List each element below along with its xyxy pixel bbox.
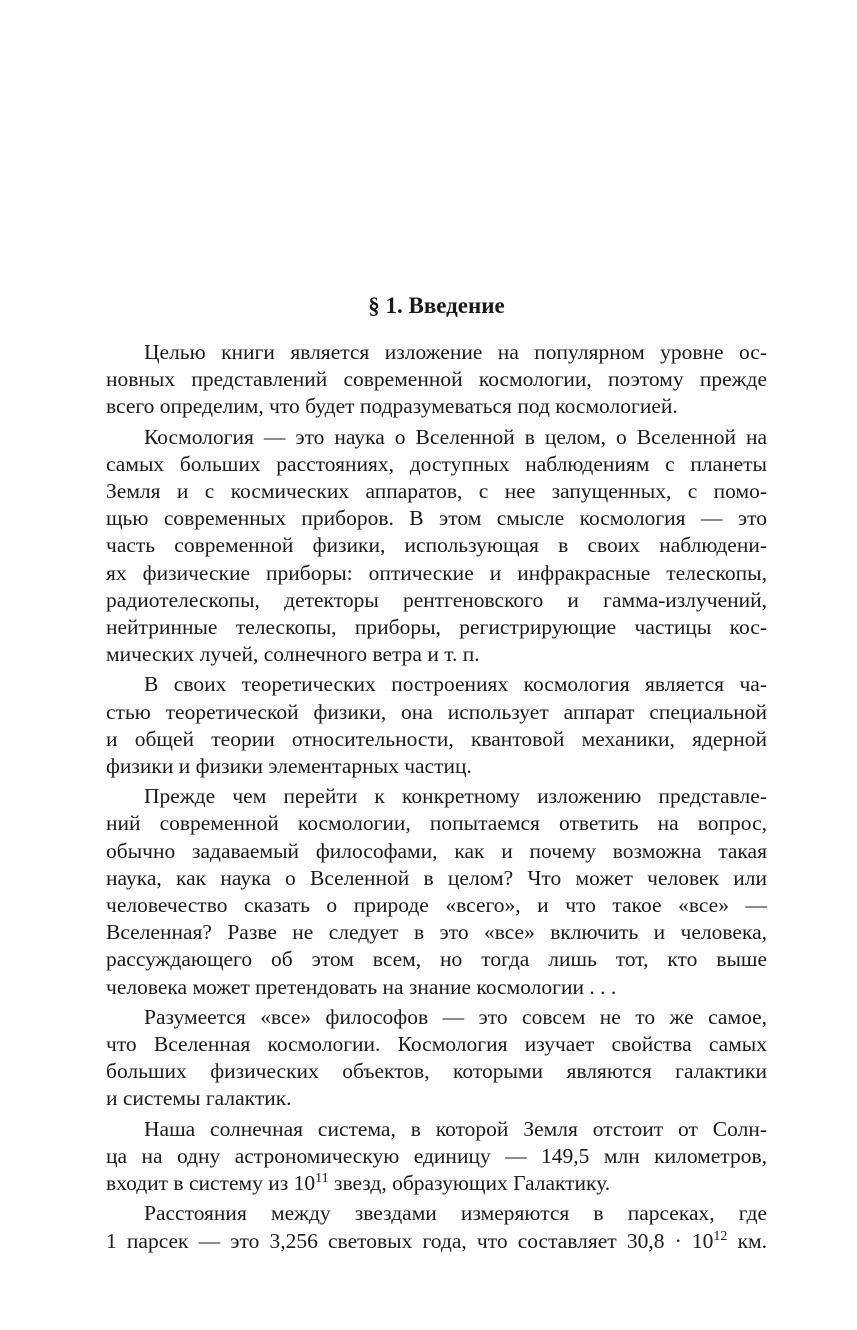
paragraph-5: [106, 1004, 767, 1113]
paragraph-3: [106, 671, 767, 780]
text-line: всего определим, что будет подразумеваться под космологией.: [106, 394, 678, 419]
text-line: человечество сказать о природе «всего», и что такое «все» —: [106, 893, 767, 918]
body-text: [106, 339, 767, 1258]
text-fragment: звезд, образующих Галактику.: [328, 1171, 611, 1196]
text-line: Земля и с космических аппаратов, с нее запущенных, с помо-: [106, 479, 767, 504]
text-line: что Вселенная космологии. Космология изучает свойства самых: [106, 1032, 767, 1057]
text-line: радиотелескопы, детекторы рентгеновского и гамма-излучений,: [106, 587, 767, 612]
paragraph-4: [106, 783, 767, 1001]
superscript-exponent: 11: [315, 1171, 329, 1187]
text-line: Расстояния между звездами измеряются в парсеках, где: [144, 1201, 767, 1226]
paragraph-2: [106, 424, 767, 669]
text-line: Наша солнечная система, в которой Земля отстоит от Солн-: [144, 1116, 767, 1141]
text-fragment: 1 парсек — это 3,256 световых года, что составляет 30,8 · 10: [106, 1228, 714, 1253]
text-line: человека может претендовать на знание космологии . . .: [106, 974, 617, 999]
text-line: [106, 1228, 767, 1255]
text-line: щью современных приборов. В этом смысле космология — это: [106, 506, 767, 531]
text-line: и системы галактик.: [106, 1086, 292, 1111]
text-line: и общей теории относительности, квантовой механики, ядерной: [106, 726, 767, 751]
text-line: новных представлений современной космологии, поэтому прежде: [106, 367, 767, 392]
text-line: наука, как наука о Вселенной в целом? Что может человек или: [106, 865, 767, 890]
text-line: Вселенная? Разве не следует в это «все» включить и человека,: [106, 920, 767, 945]
paragraph-7: [106, 1200, 767, 1254]
text-line: Космология — это наука о Вселенной в целом, о Вселенной на: [144, 424, 767, 449]
text-fragment: входит в систему из 10: [106, 1171, 316, 1196]
text-line: стью теоретической физики, она использует аппарат специальной: [106, 699, 767, 724]
text-line: ца на одну астрономическую единицу — 149,5 млн километров,: [106, 1143, 767, 1168]
section-title: § 1. Введение: [368, 293, 505, 318]
text-line: часть современной физики, использующая в своих наблюдени-: [106, 533, 767, 558]
text-line: обычно задаваемый философами, как и почему возможна такая: [106, 838, 767, 863]
text-line: ях физические приборы: оптические и инфракрасные телескопы,: [106, 560, 767, 585]
text-line: Прежде чем перейти к конкретному изложению представле-: [144, 784, 767, 809]
text-line: Целью книги является изложение на популярном уровне ос-: [144, 340, 767, 364]
text-line: нейтринные телескопы, приборы, регистрирующие частицы кос-: [106, 615, 767, 640]
text-line: В своих теоретических построениях космология является ча-: [144, 672, 767, 697]
text-line: Разумеется «все» философов — это совсем не то же самое,: [144, 1004, 767, 1029]
superscript-exponent: 12: [713, 1228, 728, 1244]
text-line: физики и физики элементарных частиц.: [106, 754, 472, 779]
text-line: рассуждающего об этом всем, но тогда лишь тот, кто выше: [106, 947, 767, 972]
text-line: [106, 1170, 767, 1197]
paragraph-6: [106, 1116, 767, 1198]
text-fragment: км.: [727, 1228, 767, 1253]
paragraph-1: [106, 339, 767, 421]
text-line: самых больших расстояниях, доступных наблюдениям с планеты: [106, 451, 767, 476]
text-line: мических лучей, солнечного ветра и т. п.: [106, 642, 480, 667]
text-line: ний современной космологии, попытаемся ответить на вопрос,: [106, 811, 767, 836]
text-line: больших физических объектов, которыми являются галактики: [106, 1059, 767, 1084]
